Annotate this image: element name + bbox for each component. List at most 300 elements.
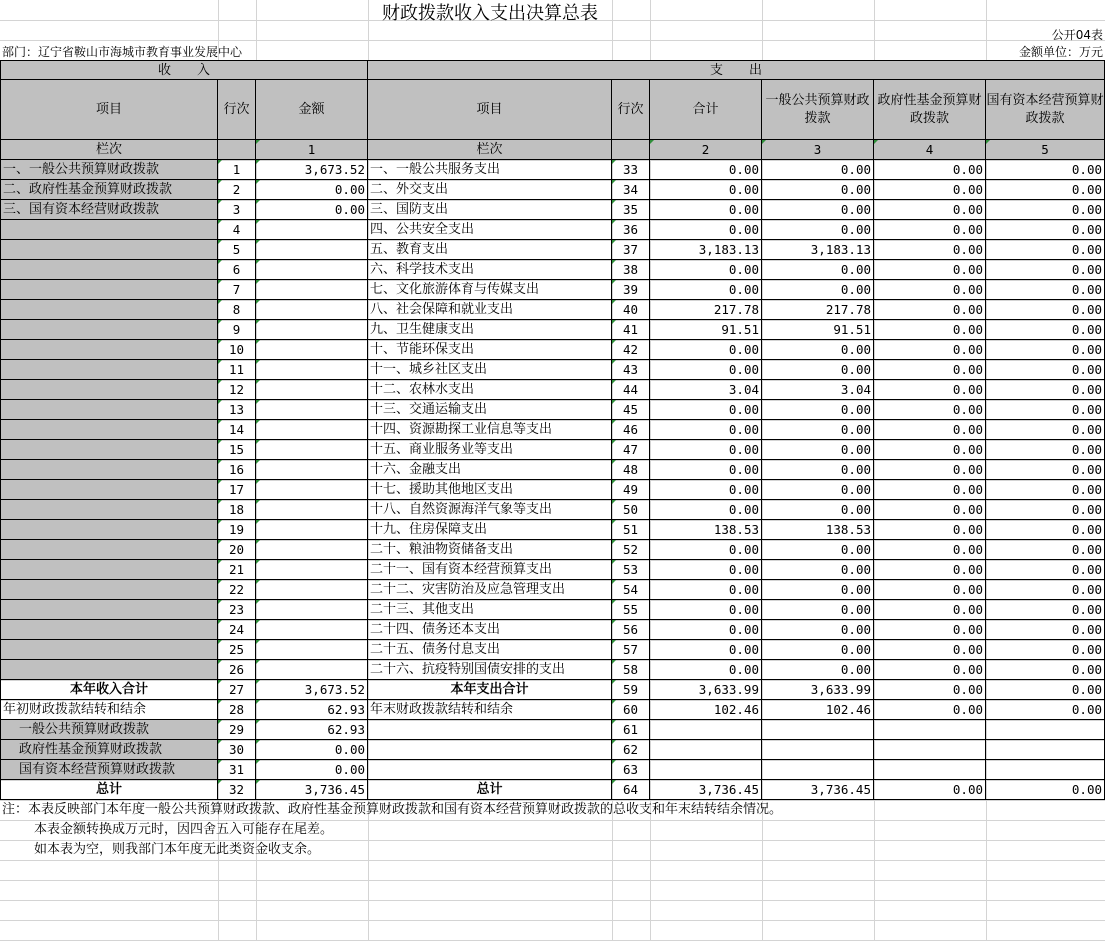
gov-fund-amount-cell: 0.00 — [874, 320, 986, 340]
general-budget-amount-cell: 0.00 — [762, 400, 874, 420]
gov-fund-amount-cell: 0.00 — [874, 700, 986, 720]
general-budget-amount-cell: 0.00 — [762, 200, 874, 220]
income-item-cell — [0, 320, 218, 340]
income-item-cell — [0, 580, 218, 600]
expense-item-cell: 二十、粮油物资储备支出 — [368, 540, 612, 560]
income-item-header: 项目 — [0, 80, 218, 140]
income-rowno-cell: 31 — [218, 760, 256, 780]
state-capital-amount-cell: 0.00 — [986, 680, 1105, 700]
income-col-blank — [218, 140, 256, 160]
state-capital-amount-cell: 0.00 — [986, 780, 1105, 800]
general-budget-amount-cell: 0.00 — [762, 660, 874, 680]
income-item-cell — [0, 340, 218, 360]
general-budget-amount-cell: 138.53 — [762, 520, 874, 540]
total-amount-cell: 0.00 — [650, 640, 762, 660]
expense-rowno-header: 行次 — [612, 80, 650, 140]
expense-rowno-cell: 53 — [612, 560, 650, 580]
general-budget-amount-cell: 0.00 — [762, 640, 874, 660]
general-budget-amount-cell: 217.78 — [762, 300, 874, 320]
total-amount-cell: 0.00 — [650, 620, 762, 640]
state-capital-amount-cell: 0.00 — [986, 160, 1105, 180]
expense-item-cell: 二十三、其他支出 — [368, 600, 612, 620]
income-amount-cell — [256, 660, 368, 680]
expense-item-cell: 四、公共安全支出 — [368, 220, 612, 240]
income-rowno-cell: 32 — [218, 780, 256, 800]
income-item-cell: 二、政府性基金预算财政拨款 — [0, 180, 218, 200]
general-budget-amount-cell: 0.00 — [762, 340, 874, 360]
general-budget-amount-cell: 0.00 — [762, 180, 874, 200]
income-item-cell — [0, 600, 218, 620]
income-item-cell — [0, 460, 218, 480]
expense-rowno-cell: 64 — [612, 780, 650, 800]
table-code: 公开04表 — [1051, 28, 1103, 42]
income-amount-cell — [256, 340, 368, 360]
state-capital-amount-cell: 0.00 — [986, 540, 1105, 560]
total-amount-cell: 0.00 — [650, 540, 762, 560]
income-item-cell — [0, 500, 218, 520]
expense-item-cell: 十五、商业服务业等支出 — [368, 440, 612, 460]
income-rowno-cell: 22 — [218, 580, 256, 600]
income-rowno-header: 行次 — [218, 80, 256, 140]
income-amount-cell: 62.93 — [256, 720, 368, 740]
expense-item-cell — [368, 760, 612, 780]
gov-fund-amount-cell: 0.00 — [874, 200, 986, 220]
gov-fund-amount-cell: 0.00 — [874, 280, 986, 300]
income-rowno-cell: 7 — [218, 280, 256, 300]
expense-item-cell: 十九、住房保障支出 — [368, 520, 612, 540]
general-budget-amount-cell: 0.00 — [762, 220, 874, 240]
state-capital-amount-cell: 0.00 — [986, 620, 1105, 640]
income-rowno-cell: 1 — [218, 160, 256, 180]
expense-item-cell: 十八、自然资源海洋气象等支出 — [368, 500, 612, 520]
total-amount-cell: 91.51 — [650, 320, 762, 340]
gov-fund-amount-cell: 0.00 — [874, 580, 986, 600]
income-amount-cell — [256, 440, 368, 460]
gov-fund-amount-cell: 0.00 — [874, 360, 986, 380]
income-item-cell — [0, 220, 218, 240]
expense-item-cell: 十四、资源勘探工业信息等支出 — [368, 420, 612, 440]
expense-item-cell: 总计 — [368, 780, 612, 800]
gov-fund-amount-cell: 0.00 — [874, 260, 986, 280]
income-rowno-cell: 15 — [218, 440, 256, 460]
income-amount-cell — [256, 540, 368, 560]
income-rowno-cell: 26 — [218, 660, 256, 680]
expense-rowno-cell: 62 — [612, 740, 650, 760]
note-line-2: 本表金额转换成万元时，因四舍五入可能存在尾差。 — [34, 822, 334, 837]
expense-rowno-cell: 43 — [612, 360, 650, 380]
income-rowno-cell: 27 — [218, 680, 256, 700]
expense-rowno-cell: 47 — [612, 440, 650, 460]
expense-item-cell: 十三、交通运输支出 — [368, 400, 612, 420]
general-budget-amount-cell: 0.00 — [762, 440, 874, 460]
state-capital-amount-cell: 0.00 — [986, 520, 1105, 540]
total-amount-cell: 0.00 — [650, 160, 762, 180]
department-label: 部门：辽宁省鞍山市海城市教育事业发展中心 — [2, 45, 243, 59]
total-amount-cell: 3,633.99 — [650, 680, 762, 700]
income-rowno-cell: 24 — [218, 620, 256, 640]
gov-fund-amount-cell: 0.00 — [874, 440, 986, 460]
state-capital-amount-cell: 0.00 — [986, 640, 1105, 660]
total-amount-cell: 0.00 — [650, 220, 762, 240]
general-budget-amount-cell — [762, 720, 874, 740]
income-item-cell — [0, 240, 218, 260]
income-amount-cell: 3,673.52 — [256, 160, 368, 180]
expense-rowno-cell: 35 — [612, 200, 650, 220]
general-budget-amount-cell: 0.00 — [762, 600, 874, 620]
gov-fund-amount-cell: 0.00 — [874, 380, 986, 400]
income-rowno-cell: 20 — [218, 540, 256, 560]
col-number-2: 2 — [650, 140, 762, 160]
expense-item-cell: 十一、城乡社区支出 — [368, 360, 612, 380]
income-amount-cell: 3,736.45 — [256, 780, 368, 800]
general-budget-amount-cell: 0.00 — [762, 580, 874, 600]
state-capital-amount-cell: 0.00 — [986, 260, 1105, 280]
expense-item-cell: 二十五、债务付息支出 — [368, 640, 612, 660]
total-amount-cell: 0.00 — [650, 420, 762, 440]
expense-item-cell: 年末财政拨款结转和结余 — [368, 700, 612, 720]
expense-item-cell: 二十二、灾害防治及应急管理支出 — [368, 580, 612, 600]
income-rowno-cell: 21 — [218, 560, 256, 580]
gov-fund-amount-cell — [874, 740, 986, 760]
income-amount-cell — [256, 300, 368, 320]
expense-item-cell — [368, 740, 612, 760]
expense-rowno-cell: 51 — [612, 520, 650, 540]
total-amount-cell: 0.00 — [650, 360, 762, 380]
expense-rowno-cell: 39 — [612, 280, 650, 300]
expense-rowno-cell: 45 — [612, 400, 650, 420]
expense-rowno-cell: 54 — [612, 580, 650, 600]
expense-item-cell: 五、教育支出 — [368, 240, 612, 260]
income-amount-header: 金额 — [256, 80, 368, 140]
col-number-4: 4 — [874, 140, 986, 160]
expense-item-cell: 十七、援助其他地区支出 — [368, 480, 612, 500]
income-rowno-cell: 19 — [218, 520, 256, 540]
expense-item-cell: 七、文化旅游体育与传媒支出 — [368, 280, 612, 300]
expense-item-header: 项目 — [368, 80, 612, 140]
gov-fund-amount-cell: 0.00 — [874, 660, 986, 680]
gov-fund-amount-cell: 0.00 — [874, 180, 986, 200]
income-amount-cell — [256, 420, 368, 440]
general-budget-amount-cell: 91.51 — [762, 320, 874, 340]
general-budget-amount-cell: 0.00 — [762, 620, 874, 640]
gov-fund-amount-cell: 0.00 — [874, 780, 986, 800]
gov-fund-amount-cell: 0.00 — [874, 680, 986, 700]
income-amount-cell — [256, 520, 368, 540]
total-amount-cell: 3.04 — [650, 380, 762, 400]
income-amount-cell: 0.00 — [256, 200, 368, 220]
report-title: 财政拨款收入支出决算总表 — [382, 3, 598, 24]
expense-rowno-cell: 52 — [612, 540, 650, 560]
income-amount-cell: 0.00 — [256, 180, 368, 200]
income-rowno-cell: 4 — [218, 220, 256, 240]
expense-rowno-cell: 49 — [612, 480, 650, 500]
total-amount-cell: 138.53 — [650, 520, 762, 540]
expense-rowno-cell: 57 — [612, 640, 650, 660]
state-capital-amount-cell — [986, 740, 1105, 760]
expense-item-cell: 二、外交支出 — [368, 180, 612, 200]
income-rowno-cell: 13 — [218, 400, 256, 420]
expense-group-header: 支 出 — [368, 60, 1105, 80]
income-rowno-cell: 11 — [218, 360, 256, 380]
expense-rowno-cell: 41 — [612, 320, 650, 340]
total-amount-cell: 0.00 — [650, 500, 762, 520]
total-amount-cell: 0.00 — [650, 440, 762, 460]
expense-item-cell: 九、卫生健康支出 — [368, 320, 612, 340]
col-number-5: 5 — [986, 140, 1105, 160]
income-amount-cell: 0.00 — [256, 740, 368, 760]
income-col-label: 栏次 — [0, 140, 218, 160]
total-amount-cell — [650, 740, 762, 760]
total-amount-cell: 0.00 — [650, 560, 762, 580]
state-capital-amount-cell: 0.00 — [986, 420, 1105, 440]
expense-rowno-cell: 34 — [612, 180, 650, 200]
col-number-1: 1 — [256, 140, 368, 160]
total-amount-cell: 0.00 — [650, 260, 762, 280]
total-amount-cell: 0.00 — [650, 660, 762, 680]
income-item-cell — [0, 560, 218, 580]
expense-item-cell: 十二、农林水支出 — [368, 380, 612, 400]
state-capital-amount-cell: 0.00 — [986, 660, 1105, 680]
total-amount-cell: 3,736.45 — [650, 780, 762, 800]
state-capital-header: 国有资本经营预算财政拨款 — [986, 80, 1105, 140]
expense-rowno-cell: 38 — [612, 260, 650, 280]
gov-fund-amount-cell: 0.00 — [874, 460, 986, 480]
income-amount-cell — [256, 280, 368, 300]
gov-fund-amount-cell: 0.00 — [874, 620, 986, 640]
income-amount-cell — [256, 640, 368, 660]
general-budget-amount-cell: 0.00 — [762, 460, 874, 480]
gov-fund-amount-cell: 0.00 — [874, 160, 986, 180]
expense-item-cell: 本年支出合计 — [368, 680, 612, 700]
gov-fund-amount-cell: 0.00 — [874, 500, 986, 520]
total-amount-cell: 3,183.13 — [650, 240, 762, 260]
income-item-cell: 总计 — [0, 780, 218, 800]
state-capital-amount-cell: 0.00 — [986, 560, 1105, 580]
expense-rowno-cell: 60 — [612, 700, 650, 720]
expense-rowno-cell: 37 — [612, 240, 650, 260]
expense-rowno-cell: 55 — [612, 600, 650, 620]
income-item-cell — [0, 420, 218, 440]
expense-item-cell: 十六、金融支出 — [368, 460, 612, 480]
income-item-cell: 国有资本经营预算财政拨款 — [0, 760, 218, 780]
income-item-cell — [0, 400, 218, 420]
income-amount-cell — [256, 560, 368, 580]
unit-label: 金额单位：万元 — [1018, 45, 1103, 59]
gov-fund-amount-cell: 0.00 — [874, 340, 986, 360]
expense-col-blank — [612, 140, 650, 160]
state-capital-amount-cell — [986, 760, 1105, 780]
expense-rowno-cell: 33 — [612, 160, 650, 180]
total-amount-cell: 0.00 — [650, 280, 762, 300]
income-amount-cell — [256, 260, 368, 280]
expense-item-cell: 二十一、国有资本经营预算支出 — [368, 560, 612, 580]
income-item-cell: 本年收入合计 — [0, 680, 218, 700]
general-budget-amount-cell: 0.00 — [762, 480, 874, 500]
gov-fund-amount-cell: 0.00 — [874, 420, 986, 440]
state-capital-amount-cell: 0.00 — [986, 180, 1105, 200]
state-capital-amount-cell: 0.00 — [986, 700, 1105, 720]
general-budget-amount-cell — [762, 760, 874, 780]
income-amount-cell — [256, 360, 368, 380]
income-rowno-cell: 2 — [218, 180, 256, 200]
income-amount-cell: 62.93 — [256, 700, 368, 720]
expense-rowno-cell: 61 — [612, 720, 650, 740]
general-budget-amount-cell: 0.00 — [762, 280, 874, 300]
state-capital-amount-cell: 0.00 — [986, 380, 1105, 400]
gov-fund-amount-cell: 0.00 — [874, 400, 986, 420]
total-header: 合计 — [650, 80, 762, 140]
general-budget-header: 一般公共预算财政拨款 — [762, 80, 874, 140]
note-line-3: 如本表为空，则我部门本年度无此类资金收支余。 — [34, 842, 321, 857]
income-rowno-cell: 14 — [218, 420, 256, 440]
expense-rowno-cell: 50 — [612, 500, 650, 520]
income-rowno-cell: 30 — [218, 740, 256, 760]
income-amount-cell — [256, 220, 368, 240]
income-item-cell — [0, 660, 218, 680]
gov-fund-amount-cell: 0.00 — [874, 600, 986, 620]
general-budget-amount-cell: 0.00 — [762, 160, 874, 180]
expense-col-label: 栏次 — [368, 140, 612, 160]
income-amount-cell — [256, 380, 368, 400]
income-amount-cell — [256, 460, 368, 480]
general-budget-amount-cell: 0.00 — [762, 560, 874, 580]
expense-rowno-cell: 40 — [612, 300, 650, 320]
income-item-cell — [0, 380, 218, 400]
state-capital-amount-cell: 0.00 — [986, 300, 1105, 320]
gov-fund-header: 政府性基金预算财政拨款 — [874, 80, 986, 140]
state-capital-amount-cell: 0.00 — [986, 340, 1105, 360]
state-capital-amount-cell: 0.00 — [986, 360, 1105, 380]
total-amount-cell: 0.00 — [650, 460, 762, 480]
state-capital-amount-cell: 0.00 — [986, 240, 1105, 260]
gov-fund-amount-cell: 0.00 — [874, 540, 986, 560]
expense-item-cell: 二十四、债务还本支出 — [368, 620, 612, 640]
income-amount-cell: 0.00 — [256, 760, 368, 780]
state-capital-amount-cell: 0.00 — [986, 600, 1105, 620]
income-rowno-cell: 12 — [218, 380, 256, 400]
income-amount-cell — [256, 620, 368, 640]
state-capital-amount-cell: 0.00 — [986, 440, 1105, 460]
total-amount-cell — [650, 760, 762, 780]
total-amount-cell: 0.00 — [650, 180, 762, 200]
income-rowno-cell: 18 — [218, 500, 256, 520]
total-amount-cell: 0.00 — [650, 200, 762, 220]
gov-fund-amount-cell — [874, 720, 986, 740]
income-rowno-cell: 6 — [218, 260, 256, 280]
state-capital-amount-cell: 0.00 — [986, 200, 1105, 220]
general-budget-amount-cell: 0.00 — [762, 260, 874, 280]
expense-item-cell — [368, 720, 612, 740]
state-capital-amount-cell: 0.00 — [986, 580, 1105, 600]
income-item-cell — [0, 480, 218, 500]
state-capital-amount-cell: 0.00 — [986, 220, 1105, 240]
general-budget-amount-cell — [762, 740, 874, 760]
income-item-cell — [0, 360, 218, 380]
income-amount-cell — [256, 480, 368, 500]
expense-rowno-cell: 63 — [612, 760, 650, 780]
state-capital-amount-cell: 0.00 — [986, 500, 1105, 520]
income-item-cell — [0, 440, 218, 460]
income-amount-cell — [256, 580, 368, 600]
income-rowno-cell: 3 — [218, 200, 256, 220]
note-line-1: 注：本表反映部门本年度一般公共预算财政拨款、政府性基金预算财政拨款和国有资本经营预算财政拨款的总收支和年末结转结余情况。 — [2, 802, 783, 817]
income-item-cell: 政府性基金预算财政拨款 — [0, 740, 218, 760]
gov-fund-amount-cell — [874, 760, 986, 780]
gov-fund-amount-cell: 0.00 — [874, 480, 986, 500]
general-budget-amount-cell: 3,633.99 — [762, 680, 874, 700]
income-amount-cell — [256, 500, 368, 520]
state-capital-amount-cell: 0.00 — [986, 480, 1105, 500]
income-item-cell — [0, 260, 218, 280]
income-item-cell — [0, 280, 218, 300]
gov-fund-amount-cell: 0.00 — [874, 560, 986, 580]
expense-rowno-cell: 36 — [612, 220, 650, 240]
expense-rowno-cell: 44 — [612, 380, 650, 400]
income-group-header: 收 入 — [0, 60, 368, 80]
income-item-cell — [0, 520, 218, 540]
income-item-cell: 一、一般公共预算财政拨款 — [0, 160, 218, 180]
income-item-cell: 年初财政拨款结转和结余 — [0, 700, 218, 720]
state-capital-amount-cell: 0.00 — [986, 460, 1105, 480]
income-item-cell — [0, 620, 218, 640]
income-rowno-cell: 29 — [218, 720, 256, 740]
total-amount-cell: 0.00 — [650, 480, 762, 500]
expense-item-cell: 二十六、抗疫特别国债安排的支出 — [368, 660, 612, 680]
expense-rowno-cell: 58 — [612, 660, 650, 680]
expense-rowno-cell: 48 — [612, 460, 650, 480]
expense-rowno-cell: 46 — [612, 420, 650, 440]
income-rowno-cell: 9 — [218, 320, 256, 340]
general-budget-amount-cell: 0.00 — [762, 540, 874, 560]
income-item-cell — [0, 300, 218, 320]
income-amount-cell — [256, 600, 368, 620]
state-capital-amount-cell: 0.00 — [986, 280, 1105, 300]
gov-fund-amount-cell: 0.00 — [874, 300, 986, 320]
general-budget-amount-cell: 3.04 — [762, 380, 874, 400]
state-capital-amount-cell: 0.00 — [986, 320, 1105, 340]
income-item-cell — [0, 540, 218, 560]
gov-fund-amount-cell: 0.00 — [874, 520, 986, 540]
state-capital-amount-cell — [986, 720, 1105, 740]
expense-rowno-cell: 42 — [612, 340, 650, 360]
total-amount-cell: 0.00 — [650, 600, 762, 620]
total-amount-cell: 0.00 — [650, 580, 762, 600]
gov-fund-amount-cell: 0.00 — [874, 640, 986, 660]
income-rowno-cell: 25 — [218, 640, 256, 660]
total-amount-cell: 102.46 — [650, 700, 762, 720]
income-rowno-cell: 23 — [218, 600, 256, 620]
income-amount-cell — [256, 400, 368, 420]
income-rowno-cell: 28 — [218, 700, 256, 720]
total-amount-cell: 0.00 — [650, 340, 762, 360]
income-item-cell: 一般公共预算财政拨款 — [0, 720, 218, 740]
income-item-cell: 三、国有资本经营财政拨款 — [0, 200, 218, 220]
expense-item-cell: 十、节能环保支出 — [368, 340, 612, 360]
expense-item-cell: 一、一般公共服务支出 — [368, 160, 612, 180]
general-budget-amount-cell: 3,183.13 — [762, 240, 874, 260]
income-rowno-cell: 10 — [218, 340, 256, 360]
gov-fund-amount-cell: 0.00 — [874, 240, 986, 260]
income-rowno-cell: 8 — [218, 300, 256, 320]
expense-rowno-cell: 56 — [612, 620, 650, 640]
col-number-3: 3 — [762, 140, 874, 160]
expense-item-cell: 三、国防支出 — [368, 200, 612, 220]
expense-item-cell: 六、科学技术支出 — [368, 260, 612, 280]
total-amount-cell — [650, 720, 762, 740]
income-item-cell — [0, 640, 218, 660]
state-capital-amount-cell: 0.00 — [986, 400, 1105, 420]
general-budget-amount-cell: 3,736.45 — [762, 780, 874, 800]
